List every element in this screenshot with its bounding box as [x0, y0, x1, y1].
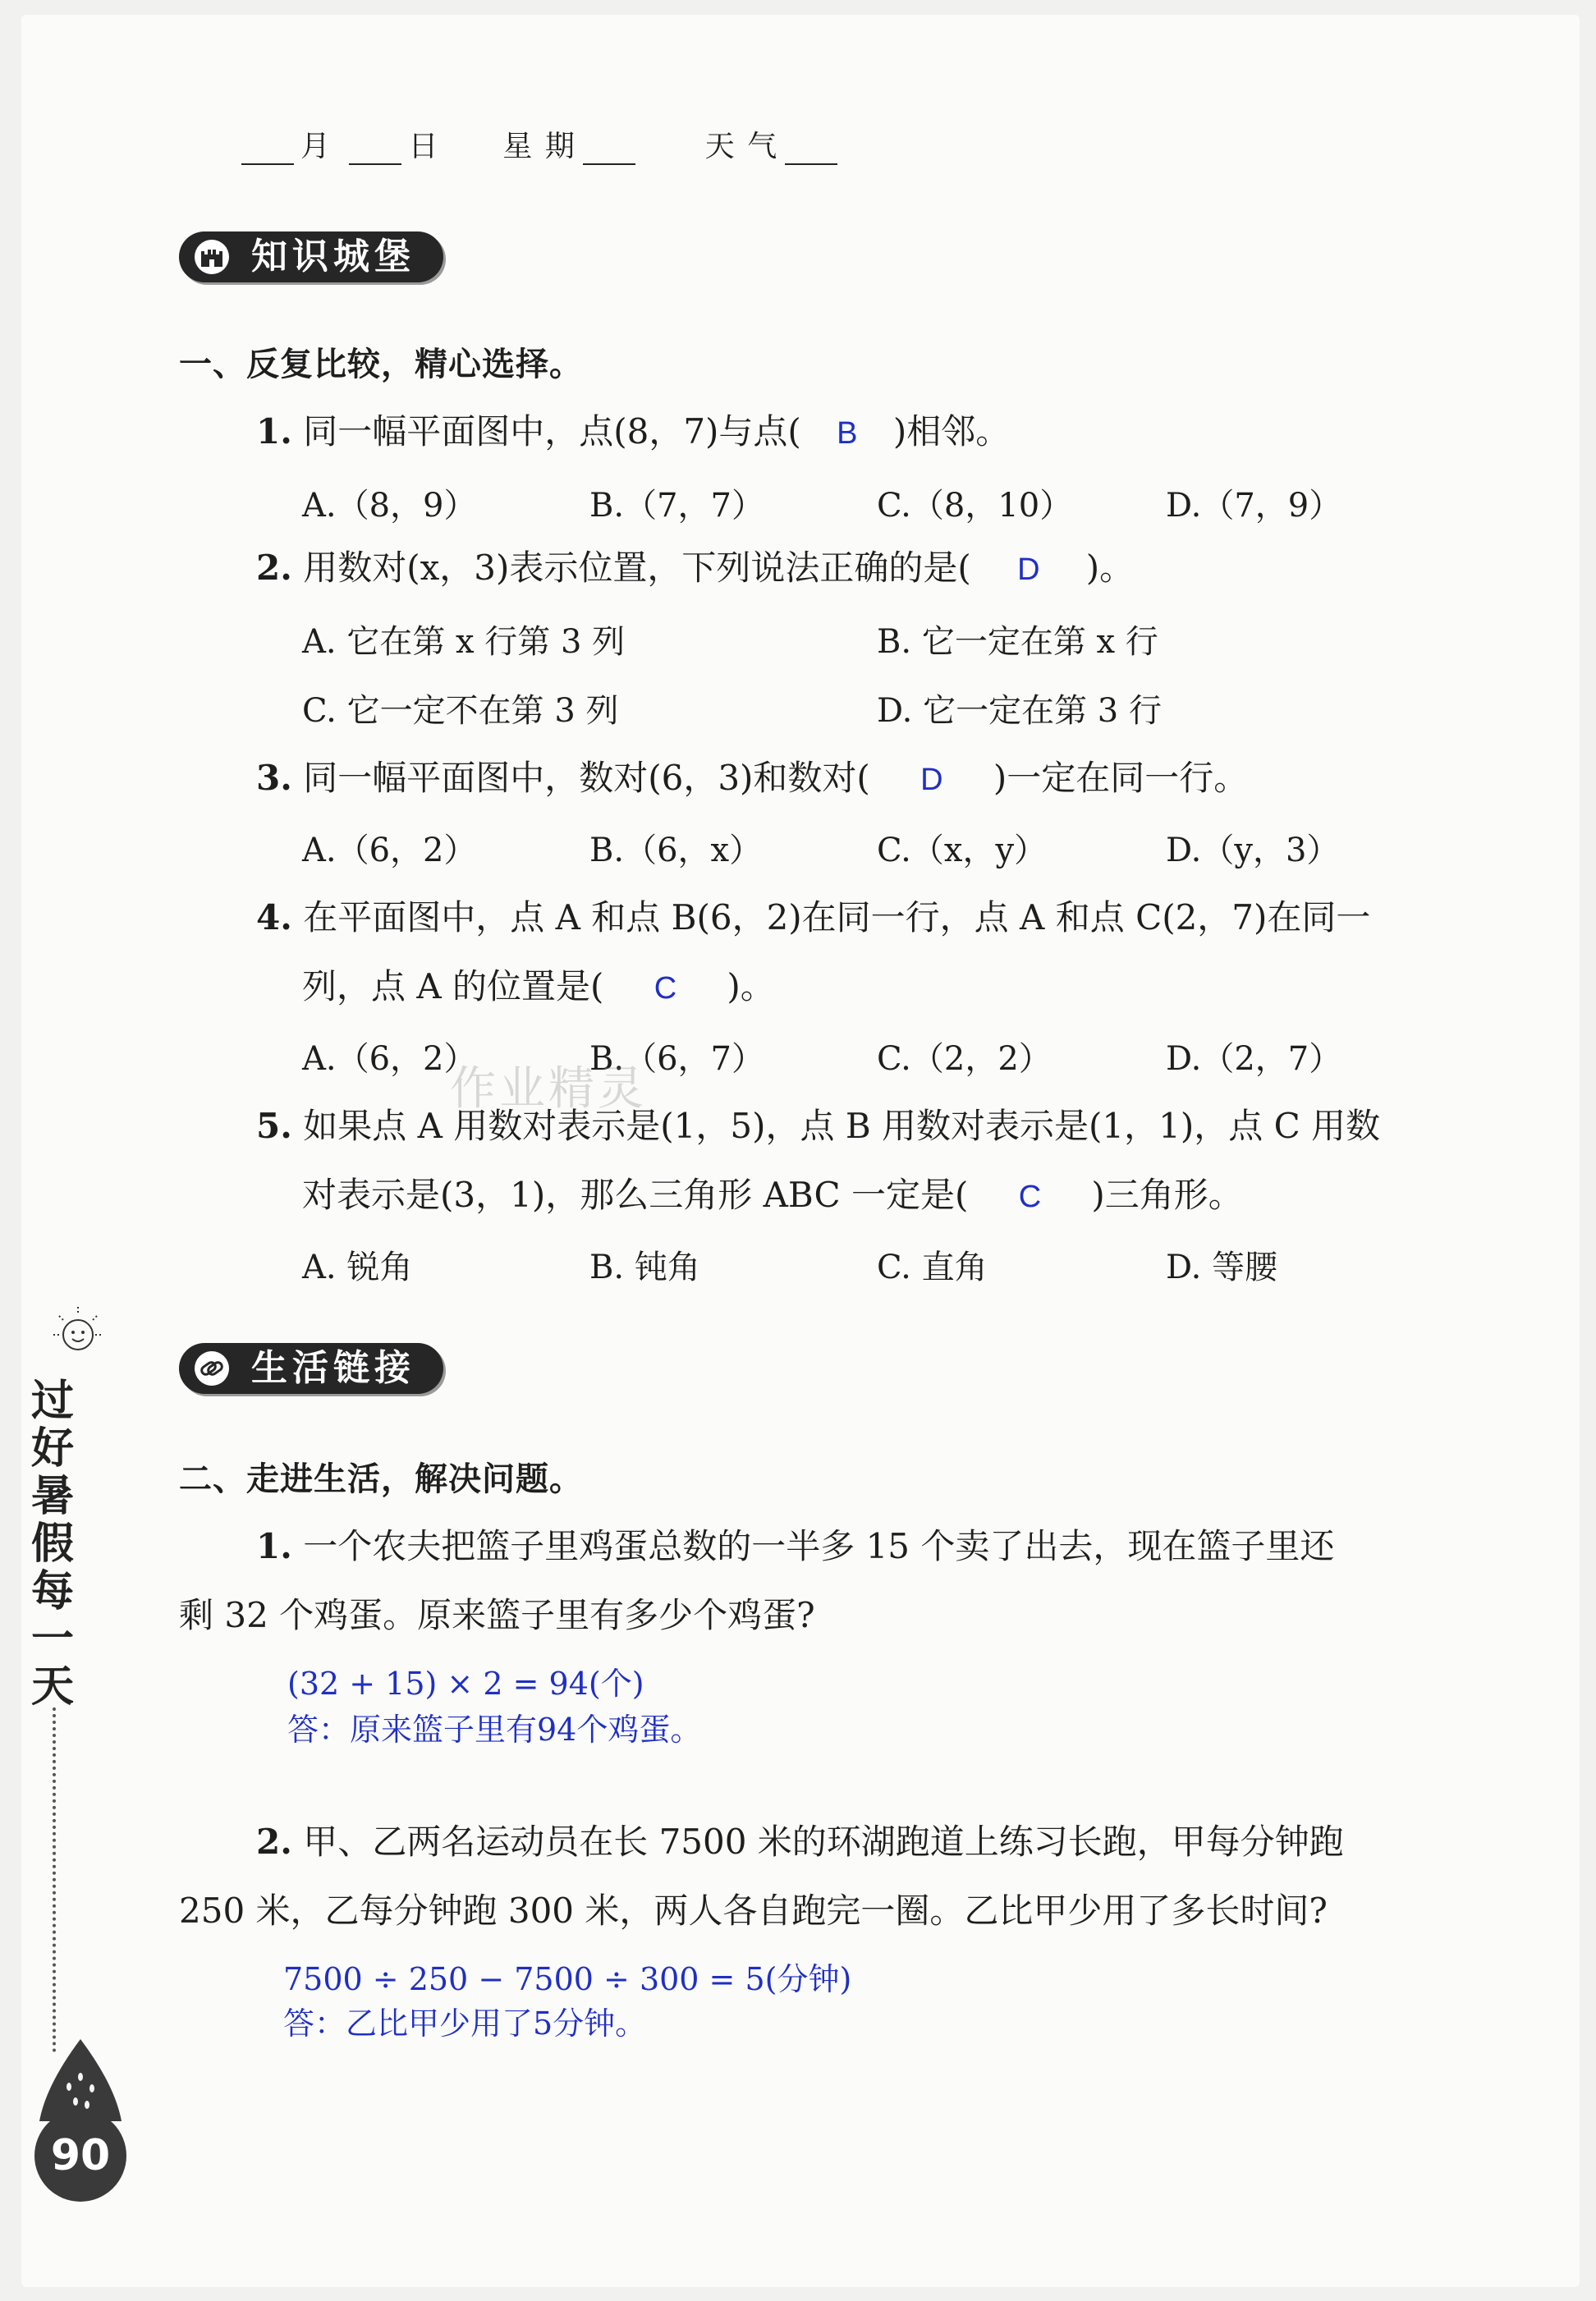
- side-char-4: 假: [30, 1519, 74, 1569]
- q5-stem-line2: [302, 1171, 1243, 1222]
- castle-icon: [194, 239, 230, 275]
- page-number: 90: [34, 2110, 126, 2202]
- side-char-2: 好: [30, 1424, 74, 1474]
- knowledge-castle-label: 知识城堡: [251, 236, 415, 277]
- p1-text-line1: 一个农夫把篮子里鸡蛋总数的一半多 15 个卖了出去，现在篮子里还: [303, 1526, 1335, 1566]
- day-label: 日: [408, 130, 440, 163]
- month-blank: [241, 135, 294, 165]
- q4-stem-line2: [302, 962, 775, 1013]
- q5-option-c: C. 直角: [877, 1249, 988, 1286]
- q1-text-post: )相邻。: [892, 411, 1011, 451]
- p2-line1: [256, 1817, 1344, 1867]
- side-char-7: 天: [30, 1662, 74, 1712]
- weather-blank: [785, 135, 837, 165]
- q2-number: 2.: [256, 548, 292, 588]
- q3-option-a: A.（6，2）: [302, 832, 477, 869]
- month-label: 月: [300, 130, 332, 163]
- q4-option-b: B.（6，7）: [589, 1040, 765, 1078]
- q4-text-post: )。: [727, 966, 775, 1006]
- life-link-label: 生活链接: [251, 1347, 415, 1389]
- date-weather-header: [235, 123, 844, 165]
- p2-number: 2.: [256, 1822, 292, 1862]
- q2-text-pre: 用数对(x，3)表示位置，下列说法正确的是(: [303, 548, 971, 588]
- q1-option-c: C.（8，10）: [877, 487, 1073, 525]
- q1-stem: [256, 407, 1010, 458]
- q2-option-c: C. 它一定不在第 3 列: [302, 692, 619, 730]
- q2-text-post: )。: [1085, 548, 1135, 588]
- q4-option-d: D.（2，7）: [1166, 1040, 1342, 1078]
- q3-option-c: C.（x，y）: [877, 832, 1048, 869]
- q2-option-d: D. 它一定在第 3 行: [877, 692, 1162, 730]
- q4-number: 4.: [256, 897, 292, 937]
- link-icon: [194, 1350, 230, 1387]
- q2-option-b: B. 它一定在第 x 行: [877, 623, 1158, 661]
- q2-option-a: A. 它在第 x 行第 3 列: [302, 623, 626, 661]
- q4-answer: C: [654, 971, 677, 1006]
- q1-text-pre: 同一幅平面图中，点(8，7)与点(: [303, 411, 801, 451]
- p2-text-line2: 250 米，乙每分钟跑 300 米，两人各自跑完一圈。乙比甲少用了多长时间?: [179, 1891, 1328, 1931]
- q5-stem-line1: [256, 1102, 1380, 1151]
- p1-number: 1.: [256, 1526, 292, 1566]
- q1-option-b: B.（7，7）: [589, 487, 765, 525]
- q3-stem: [256, 754, 1248, 804]
- q2-stem: [256, 543, 1134, 594]
- weather-label: 天 气: [704, 130, 779, 163]
- weekday-blank: [583, 135, 635, 165]
- q3-answer: D: [920, 763, 943, 797]
- p1-line1: [256, 1522, 1334, 1571]
- q4-text-line1: 在平面图中，点 A 和点 B(6，2)在同一行，点 A 和点 C(2，7)在同一: [303, 897, 1371, 937]
- q3-option-b: B.（6，x）: [589, 832, 763, 869]
- q1-number: 1.: [256, 411, 292, 451]
- life-link-badge: [179, 1343, 443, 1394]
- q3-number: 3.: [256, 758, 292, 798]
- day-blank: [349, 135, 401, 165]
- q3-text-post: )一定在同一行。: [993, 758, 1249, 798]
- sun-icon: [41, 1304, 115, 1361]
- p2-work: 7500 ÷ 250 − 7500 ÷ 300 = 5(分钟): [283, 1961, 852, 1997]
- q4-stem-line1: [256, 893, 1370, 942]
- side-char-3: 暑: [30, 1472, 74, 1521]
- q4-text-pre: 列，点 A 的位置是(: [302, 966, 604, 1006]
- q1-option-a: A.（8，9）: [302, 487, 477, 525]
- q2-answer: D: [1017, 552, 1040, 587]
- side-char-6: 一: [30, 1615, 74, 1664]
- q1-option-d: D.（7，9）: [1166, 487, 1342, 525]
- q3-text-pre: 同一幅平面图中，数对(6，3)和数对(: [303, 758, 870, 798]
- q1-answer: B: [837, 416, 858, 451]
- q5-number: 5.: [256, 1106, 292, 1146]
- q5-answer: C: [1018, 1180, 1042, 1214]
- watermark: 作业精灵: [450, 1062, 647, 1116]
- p1-work: (32 + 15) × 2 = 94(个): [287, 1666, 644, 1702]
- q5-option-b: B. 钝角: [589, 1249, 700, 1286]
- weekday-label: 星 期: [502, 130, 576, 163]
- q5-text-pre: 对表示是(3，1)，那么三角形 ABC 一定是(: [302, 1175, 969, 1215]
- part2-title: 二、走进生活，解决问题。: [179, 1460, 583, 1498]
- q4-option-c: C.（2，2）: [877, 1040, 1052, 1078]
- knowledge-castle-badge: [179, 231, 443, 282]
- q4-option-a: A.（6，2）: [302, 1040, 477, 1078]
- p1-text-line2: 剩 32 个鸡蛋。原来篮子里有多少个鸡蛋?: [179, 1595, 815, 1635]
- q3-option-d: D.（y，3）: [1166, 832, 1340, 869]
- part1-title: 一、反复比较，精心选择。: [179, 346, 583, 383]
- side-char-5: 每: [30, 1567, 74, 1616]
- q5-option-d: D. 等腰: [1166, 1249, 1278, 1286]
- q5-text-line1: 如果点 A 用数对表示是(1，5)，点 B 用数对表示是(1，1)，点 C 用数: [303, 1106, 1381, 1146]
- p2-text-line1: 甲、乙两名运动员在长 7500 米的环湖跑道上练习长跑，甲每分钟跑: [303, 1822, 1344, 1862]
- side-dotted-line: [53, 1707, 56, 2052]
- q5-text-post: )三角形。: [1091, 1175, 1243, 1215]
- p2-answer: 答：乙比甲少用了5分钟。: [283, 2005, 647, 2042]
- p1-answer: 答：原来篮子里有94个鸡蛋。: [287, 1712, 702, 1748]
- side-char-1: 过: [30, 1377, 74, 1426]
- q5-option-a: A. 锐角: [302, 1249, 413, 1286]
